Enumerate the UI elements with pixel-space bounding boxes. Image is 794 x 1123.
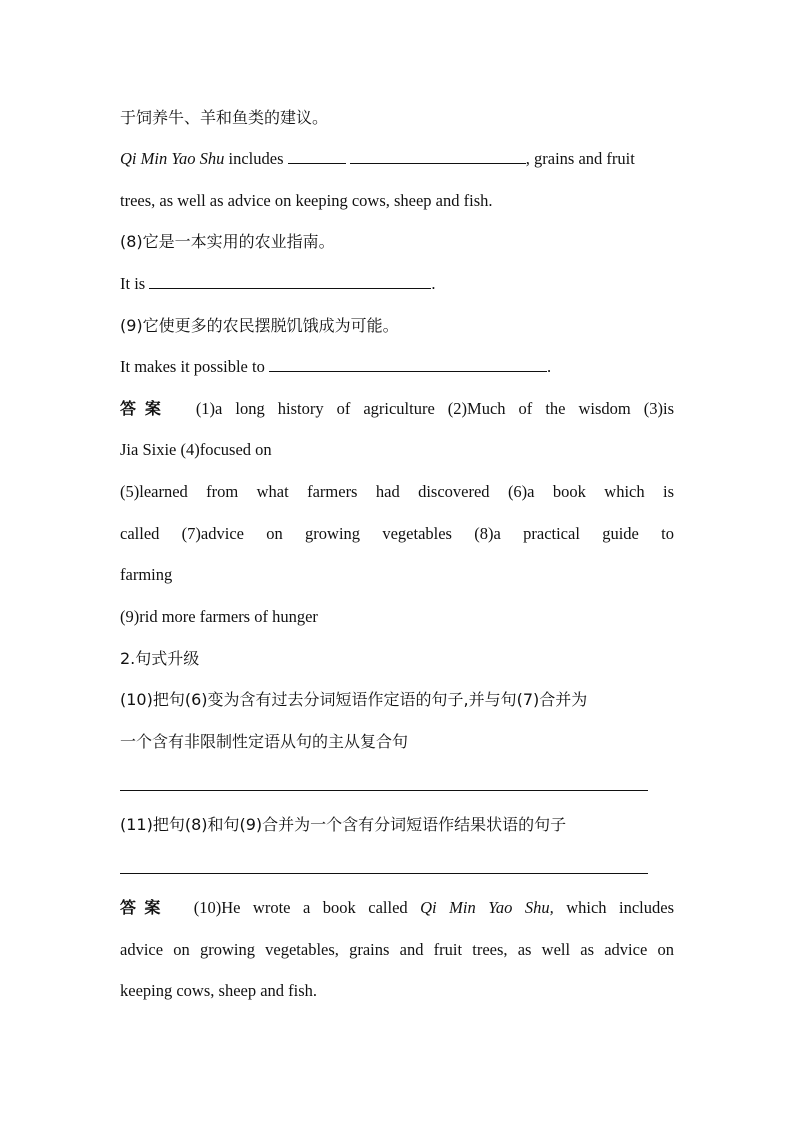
question-10-cont: 一个含有非限制性定语从句的主从复合句 [120, 732, 409, 751]
text-line: trees, as well as advice on keeping cows, sheep and fish. [120, 191, 493, 210]
fill-blank[interactable] [288, 149, 346, 164]
sentence-8-prompt [120, 273, 435, 295]
section-title: 2.句式升级 [120, 649, 200, 668]
answer-line: advice on growing vegetables, grains and fruit trees, as well as advice on [120, 940, 674, 959]
answer-text: which includes [566, 898, 674, 917]
fill-blank[interactable] [269, 357, 547, 372]
text-line: 于饲养牛、羊和鱼类的建议。 [120, 108, 329, 127]
answer-label: 答案 [120, 898, 169, 917]
answer-text: (10)He wrote a book called [193, 898, 408, 917]
text-line: (9)它使更多的农民摆脱饥饿成为可能。 [120, 316, 399, 335]
answer-line: Jia Sixie (4)focused on [120, 440, 272, 459]
sentence-7-prompt [120, 148, 635, 170]
answer-line: called (7)advice on growing vegetables (8)a practical guide to [120, 524, 674, 543]
text-fragment: It makes it possible to [120, 357, 265, 376]
question-10: (10)把句(6)变为含有过去分词短语作定语的句子,并与句(7)合并为 [120, 690, 588, 709]
answer-rule[interactable] [120, 873, 648, 874]
book-title: Qi Min Yao Shu [120, 149, 225, 168]
question-11: (11)把句(8)和句(9)合并为一个含有分词短语作结果状语的句子 [120, 815, 567, 834]
text-fragment: , grains and fruit [525, 149, 635, 168]
answer-line: (9)rid more farmers of hunger [120, 607, 318, 626]
book-title: Qi Min Yao Shu, [420, 898, 554, 917]
fill-blank[interactable] [149, 274, 431, 289]
answer-text: (1)a long history of agriculture (2)Much of the wisdom (3)is [195, 399, 674, 418]
sentence-9-prompt [120, 356, 551, 378]
answer-line: (5)learned from what farmers had discovered (6)a book which is [120, 482, 674, 501]
text-fragment: includes [228, 149, 284, 168]
text-line: (8)它是一本实用的农业指南。 [120, 232, 335, 251]
answer-label: 答案 [120, 399, 170, 418]
answer-rule[interactable] [120, 790, 648, 791]
answer-block-2 [120, 897, 674, 919]
answer-block-1 [120, 398, 674, 420]
text-fragment: . [431, 274, 436, 293]
fill-blank[interactable] [350, 149, 526, 164]
answer-line: keeping cows, sheep and fish. [120, 981, 318, 1000]
text-fragment: . [546, 357, 552, 376]
text-fragment: It is [120, 274, 146, 293]
answer-line: farming [120, 565, 173, 584]
